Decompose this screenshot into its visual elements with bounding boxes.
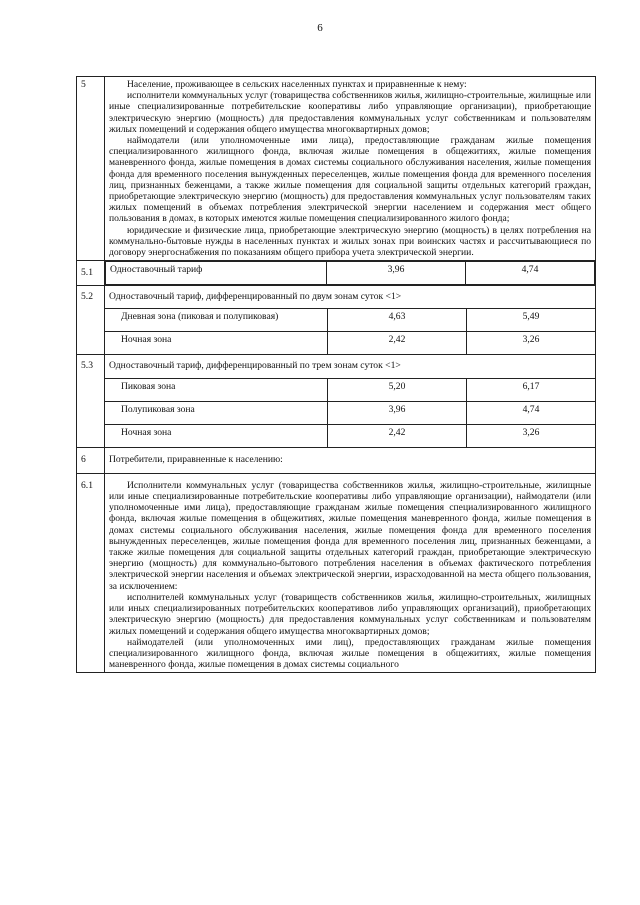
table-row-5 [77, 77, 596, 261]
zone-value-1: 2,42 [328, 332, 467, 355]
zone-value-1: 5,20 [328, 379, 467, 402]
row-number: 5.2 [77, 286, 105, 355]
zone-row [105, 424, 595, 447]
paragraph: исполнителей коммунальных услуг (товариществ собственников жилья, жилищно-строительных, жилищных или иных специализированных потребительских кооперативов либо управляющих организаций), приобретающих электрическую энергию (мощность) для предоставления коммунальных услуг собственникам и пользователям жилых помещений и содержания общего имущества многоквартирных домов; [109, 591, 591, 637]
row-5-text [105, 77, 596, 261]
row-6-label: Потребители, приравненные к населению: [105, 447, 596, 473]
zone-label: Пиковая зона [105, 379, 328, 402]
tariff-table [76, 76, 596, 673]
zone-label: Ночная зона [105, 332, 328, 355]
zone-value-2: 3,26 [467, 332, 596, 355]
paragraph: юридические и физические лица, приобретающие электрическую энергию (мощность) в целях потребления на коммунально-бытовые нужды в населенных пунктах и жилых зонах при воинских частях и рассчитывающиеся по договору энергоснабжения по показаниям общего прибора учета электрической энергии. [109, 224, 591, 259]
row-number: 5.1 [77, 261, 105, 286]
zone-value-2: 5,49 [467, 309, 596, 332]
zone-row [105, 332, 595, 355]
tariff-label: Одноставочный тариф [106, 262, 327, 285]
paragraph: Население, проживающее в сельских населенных пунктах и приравненные к нему: [127, 79, 467, 90]
zone-label: Дневная зона (пиковая и полупиковая) [105, 309, 328, 332]
row-number: 6 [77, 447, 105, 473]
tariff-value-1: 3,96 [327, 262, 466, 285]
row-5-1-subtable [105, 261, 595, 285]
table-row-6-1 [77, 473, 596, 672]
paragraph: исполнители коммунальных услуг (товарищества собственников жилья, жилищно-строительные, жилищные или иные специализированные потребительские кооперативы либо управляющие организации), приобретающие электрическую энергию (мощность) для предоставления коммунальных услуг собственникам и пользователям жилых помещений и содержания общего имущества многоквартирных домов; [109, 90, 591, 135]
row-number: 5.3 [77, 355, 105, 447]
zone-label: Ночная зона [105, 424, 328, 447]
paragraph: наймодатели (или уполномоченные ими лица), предоставляющие гражданам жилые помещения специализированного жилищного фонда, включая жилые помещения в общежитиях, жилые помещения маневренного фонда, жилые помещения в домах системы социального обслуживания населения, жилые помещения фонда для временного поселения вынужденных переселенцев, жилые помещения фонда для временного поселения лиц, признанных беженцами, а также жилые помещения для социальной защиты отдельных категорий граждан, приобретающие электрическую энергию (мощность) для предоставления коммунальных услуг пользователям таких жилых помещений в объемах потребления электрической энергии населением и содержания мест общего пользования в домах, в которых имеются жилые помещения специализированного жилого фонда; [109, 135, 591, 225]
table-row-5-1 [77, 261, 596, 286]
row-5-3-cells [105, 355, 596, 447]
zone-value-1: 2,42 [328, 424, 467, 447]
row-number: 5 [77, 77, 105, 261]
zone-value-1: 3,96 [328, 401, 467, 424]
row-5-2-cells [105, 286, 596, 355]
table-row-5-3 [77, 355, 596, 447]
paragraph: Исполнители коммунальных услуг (товарищества собственников жилья, жилищно-строительные, жилищные или иные специализированные потребительские кооперативы либо управляющие организации), наймодатели (или уполномоченные ими лица), предоставляющие гражданам жилые помещения специализированного жилищного фонда, включая жилые помещения в общежитиях, жилые помещения маневренного фонда, жилые помещения в домах системы социального обслуживания населения, жилые помещения фонда для временного поселения вынужденных переселенцев, жилые помещения фонда для временного поселения лиц, признанных беженцами, а также жилые помещения для социальной защиты отдельных категорий граждан, приобретающие электрическую энергию (мощность) для коммунально-бытового потребления населения в объемах фактического потребления электрической энергии населения и объемах электрической энергии, израсходованной на места общего пользования, за исключением: [109, 479, 591, 592]
zone-label: Полупиковая зона [105, 401, 328, 424]
tariff-heading: Одноставочный тариф, дифференцированный по трем зонам суток <1> [105, 355, 595, 378]
tariff-heading: Одноставочный тариф, дифференцированный по двум зонам суток <1> [105, 286, 595, 309]
paragraph: наймодателей (или уполномоченных ими лиц), предоставляющих гражданам жилые помещения специализированного жилищного фонда, включая жилые помещения в общежитиях, жилые помещения маневренного фонда, жилые помещения в домах системы социального [109, 636, 591, 671]
zone-value-2: 4,74 [467, 401, 596, 424]
table-row-5-2 [77, 286, 596, 355]
table-row-6 [77, 447, 596, 473]
row-5-2-subtable [105, 309, 595, 354]
row-6-1-text [105, 473, 596, 672]
page-number: 6 [317, 22, 323, 34]
zone-value-2: 6,17 [467, 379, 596, 402]
row-number: 6.1 [77, 473, 105, 672]
zone-row [105, 309, 595, 332]
row-5-3-subtable [105, 379, 595, 447]
zone-row [105, 379, 595, 402]
zone-value-1: 4,63 [328, 309, 467, 332]
zone-row [105, 401, 595, 424]
row-5-1-cells [105, 261, 596, 286]
tariff-value-2: 4,74 [466, 262, 595, 285]
zone-value-2: 3,26 [467, 424, 596, 447]
